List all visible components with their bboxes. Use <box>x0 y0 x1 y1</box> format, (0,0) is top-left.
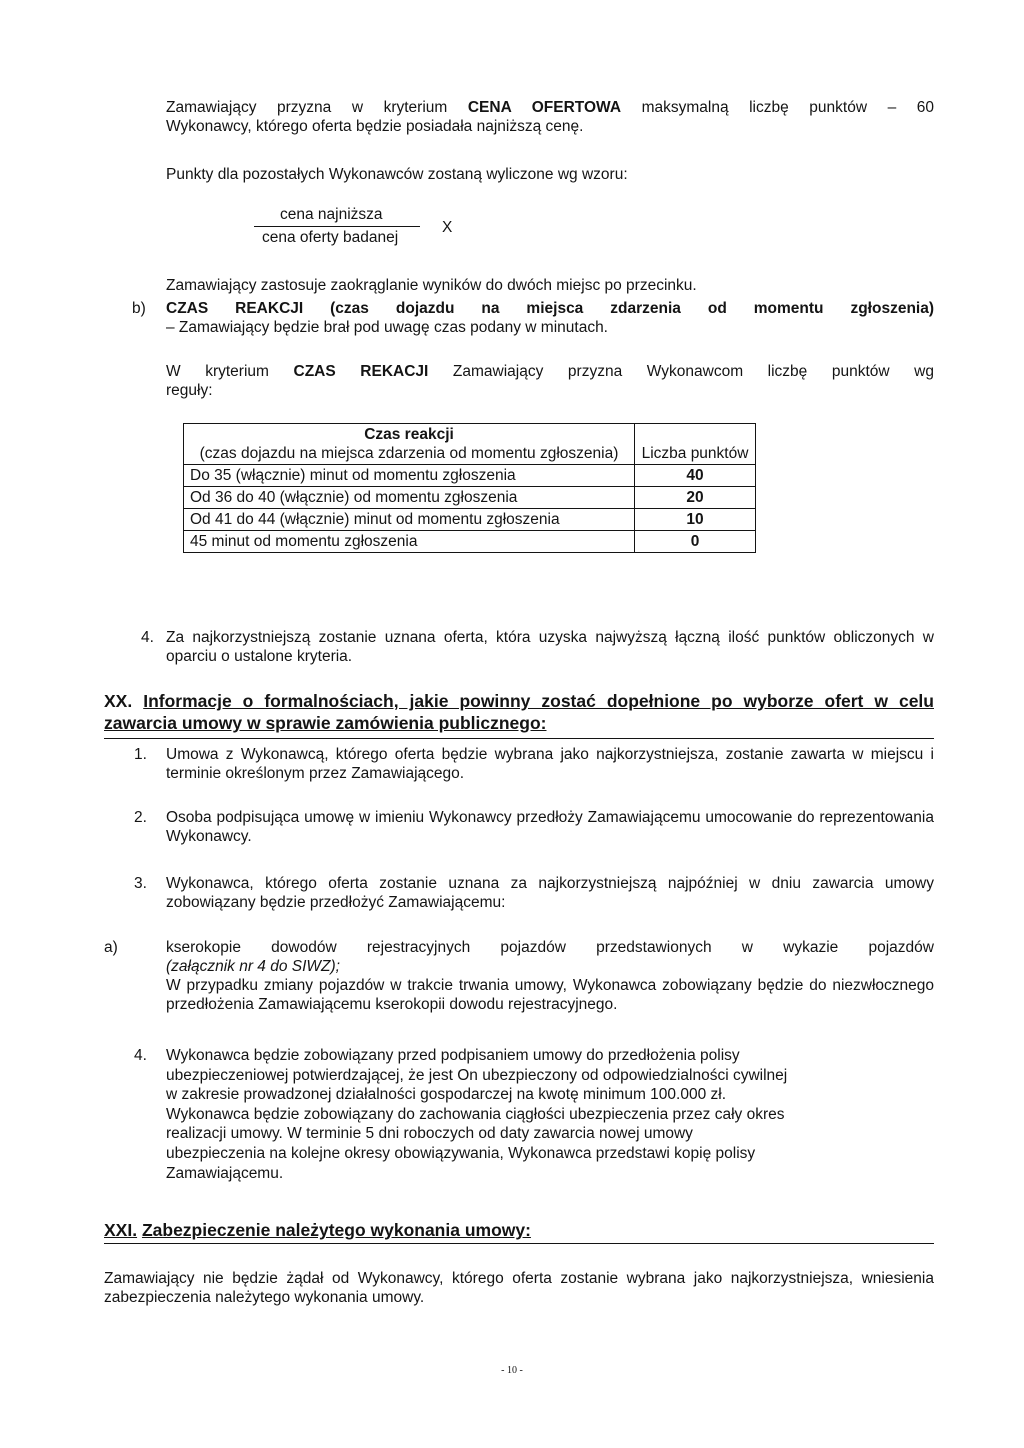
fraction-bar <box>254 226 420 227</box>
section-xxi-heading <box>104 1219 531 1241</box>
row-label: Do 35 (włącznie) minut od momentu zgłoszenia <box>184 465 635 487</box>
section-xx-rule <box>104 738 934 739</box>
row-label: Od 41 do 44 (włącznie) minut od momentu zgłoszenia <box>184 509 635 531</box>
formula-multiplier: X <box>442 219 453 236</box>
czas-title-rest: – Zamawiający będzie brał pod uwagę czas podany w minutach. <box>166 319 608 336</box>
item-4-text: Za najkorzystniejszą zostanie uznana oferta, która uzyska najwyższą łączną ilość punktów obliczonych w oparciu o ustalone kryteria. <box>166 629 934 665</box>
section-xxi-number: XXI. <box>104 1220 138 1240</box>
xx-item-2-text: Osoba podpisująca umowę w imieniu Wykonawcy przedłoży Zamawiającemu umocowanie do reprezentowania Wykonawcy. <box>166 809 934 845</box>
section-xxi-rule <box>104 1243 934 1244</box>
cena-line-2: Wykonawcy, którego oferta będzie posiadała najniższą cenę. <box>166 118 584 135</box>
header-reaction-time <box>184 424 635 465</box>
section-xx-number: XX. <box>104 691 133 711</box>
czas-title: CZAS REAKCJI (czas dojazdu na miejsca zdarzenia od momentu zgłoszenia) <box>166 300 934 317</box>
formula-denominator: cena oferty badanej <box>262 229 399 246</box>
cena-text-pre: Zamawiający przyzna w kryterium <box>166 99 468 116</box>
header-main: Czas reakcji <box>364 426 454 443</box>
cena-text-post: maksymalną liczbę punktów – 60 <box>621 99 934 116</box>
czas-rule-paragraph <box>166 362 934 400</box>
xx-item-2-number: 2. <box>134 809 147 826</box>
sub-a-paragraph <box>166 938 934 1014</box>
cena-paragraph <box>166 98 934 136</box>
page-number: - 10 - <box>501 1365 523 1376</box>
table-row <box>184 531 756 553</box>
sub-a-text: kserokopie dowodów rejestracyjnych pojazdów przedstawionych w wykazie pojazdów <box>166 939 934 956</box>
row-label: 45 minut od momentu zgłoszenia <box>184 531 635 553</box>
row-points: 0 <box>635 531 756 553</box>
xx-item-4-paragraph <box>166 1046 934 1183</box>
reaction-time-table <box>183 423 756 553</box>
table-row <box>184 509 756 531</box>
sub-a-marker: a) <box>104 939 118 956</box>
cena-ofertowa-label: CENA OFERTOWA <box>467 99 622 116</box>
xx-item-4-line: realizacji umowy. W terminie 5 dni roboczych od daty zawarcia nowej umowy <box>166 1125 693 1143</box>
xx-item-4-line: Zamawiającemu. <box>166 1164 284 1182</box>
formula-intro: Punkty dla pozostałych Wykonawców zostaną wyliczone wg wzoru: <box>166 166 628 183</box>
rounding-note: Zamawiający zastosuje zaokrąglanie wyników do dwóch miejsc po przecinku. <box>166 277 697 294</box>
table-header-row <box>184 424 756 465</box>
sub-a-text-2: W przypadku zmiany pojazdów w trakcie trwania umowy, Wykonawca zobowiązany będzie do niezwłocznego przedłożenia Zamawiającemu kserokopii dowodu rejestracyjnego. <box>166 977 934 1013</box>
sub-a-italic: (załącznik nr 4 do SIWZ); <box>166 958 340 975</box>
row-points: 10 <box>635 509 756 531</box>
xx-item-4-number: 4. <box>134 1047 147 1064</box>
row-label: Od 36 do 40 (włącznie) od momentu zgłoszenia <box>184 487 635 509</box>
xx-item-1-number: 1. <box>134 746 147 763</box>
xx-item-4-line: Wykonawca będzie zobowiązany przed podpisaniem umowy do przedłożenia polisy <box>166 1047 740 1064</box>
criterion-b-marker: b) <box>132 300 146 317</box>
header-sub: (czas dojazdu na miejsca zdarzenia od momentu zgłoszenia) <box>199 445 619 462</box>
xx-item-3-number: 3. <box>134 875 147 892</box>
xx-item-4-line: w zakresie prowadzonej działalności gospodarczej na kwotę minimum 100.000 zł. <box>166 1086 727 1104</box>
item-4-number: 4. <box>141 629 154 646</box>
table-row <box>184 465 756 487</box>
row-points: 40 <box>635 465 756 487</box>
section-xx-heading <box>104 690 934 734</box>
rule-line-2: reguły: <box>166 382 213 399</box>
formula-numerator: cena najniższa <box>280 206 383 223</box>
czas-paragraph <box>166 299 934 337</box>
rule-text-pre: W kryterium <box>166 363 294 380</box>
section-xx-title: Informacje o formalnościach, jakie powinny zostać dopełnione po wyborze ofert w celu zawarcia umowy w sprawie zamówienia publicznego: <box>104 691 934 733</box>
xx-item-4-line: Wykonawca będzie zobowiązany do zachowania ciągłości ubezpieczenia przez cały okres <box>166 1105 785 1123</box>
section-xxi-text: Zamawiający nie będzie żądał od Wykonawcy, którego oferta zostanie wybrana jako najkorzystniejsza, wniesienia zabezpieczenia należytego wykonania umowy. <box>104 1270 934 1306</box>
table-row <box>184 487 756 509</box>
header-points: Liczba punktów <box>635 424 756 465</box>
xx-item-3-text: Wykonawca, którego oferta zostanie uznana za najkorzystniejszą najpóźniej w dniu zawarcia umowy zobowiązany będzie przedłożyć Zamawiającemu: <box>166 875 934 911</box>
section-xxi-title: Zabezpieczenie należytego wykonania umowy: <box>141 1220 531 1240</box>
row-points: 20 <box>635 487 756 509</box>
xx-item-4-line: ubezpieczenia na kolejne okresy obowiązywania, Wykonawca przedstawi kopię polisy <box>166 1144 756 1162</box>
xx-item-1-text: Umowa z Wykonawcą, którego oferta będzie wybrana jako najkorzystniejsza, zostanie zawarta w miejscu i terminie określonym przez Zamawiającego. <box>166 746 934 782</box>
czas-rekacji-label: CZAS REKACJI <box>293 363 429 380</box>
rule-text-post: Zamawiający przyzna Wykonawcom liczbę punktów wg <box>428 363 934 380</box>
cena-line-1 <box>166 98 934 117</box>
xx-item-4-line: ubezpieczeniowej potwierdzającej, że jest On ubezpieczony od odpowiedzialności cywilnej <box>166 1066 788 1084</box>
